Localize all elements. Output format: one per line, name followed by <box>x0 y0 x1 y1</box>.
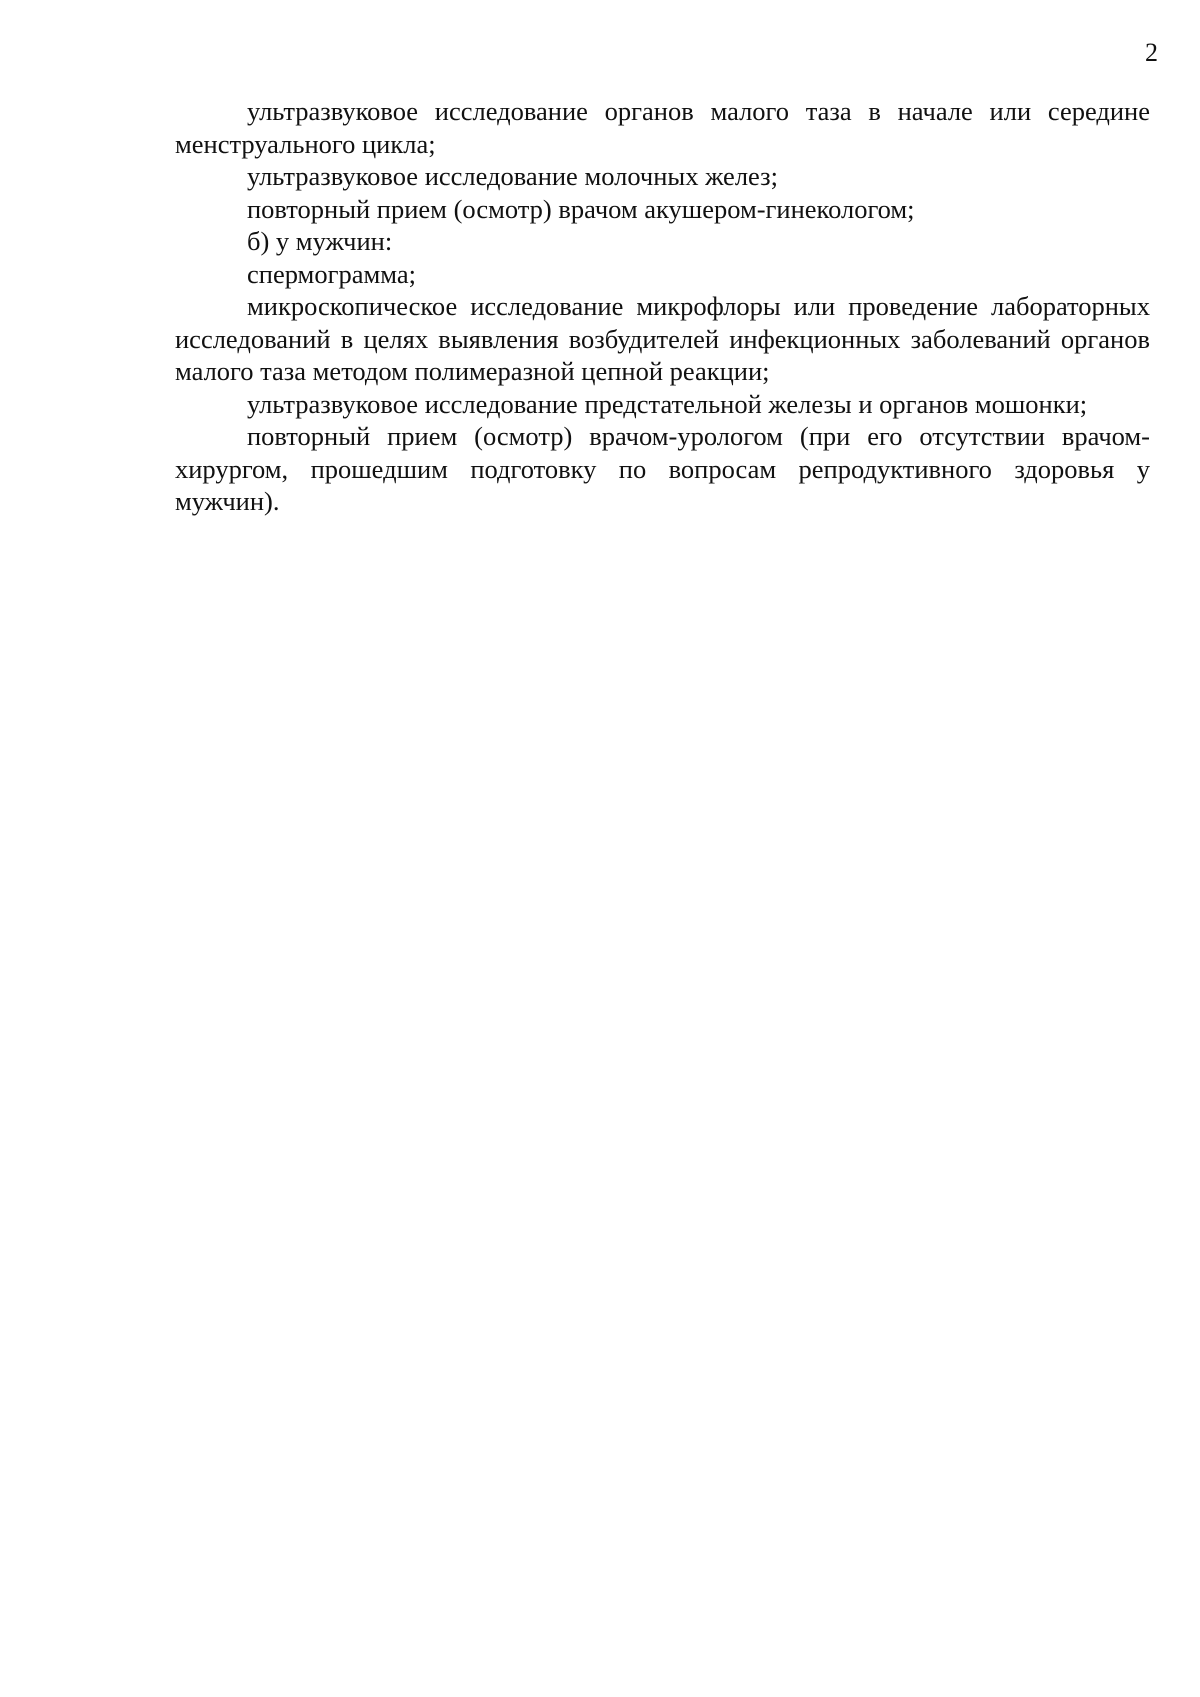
paragraph-pelvic-ultrasound: ультразвуковое исследование органов малого таза в начале или середине менструального цикла; <box>175 96 1150 159</box>
paragraph-prostate-ultrasound: ультразвуковое исследование предстательной железы и органов мошонки; <box>247 388 1088 419</box>
page-number: 2 <box>1145 38 1158 67</box>
paragraph-breast-ultrasound: ультразвуковое исследование молочных желез; <box>247 161 778 191</box>
paragraph-gynecologist-visit: повторный прием (осмотр) врачом акушером-гинекологом; <box>247 193 915 224</box>
paragraph-microscopy-pcr: микроскопическое исследование микрофлоры или проведение лабораторных исследований в целях выявления возбудителей инфекционных заболеваний органов малого таза методом полимеразной цепной реакции; <box>175 291 1150 386</box>
paragraph-urologist-visit: повторный прием (осмотр) врачом-урологом (при его отсутствии врачом-хирургом, прошедшим подготовку по вопросам репродуктивного здоровья у мужчин). <box>175 421 1150 516</box>
document-body <box>175 95 1150 518</box>
paragraph-spermogram: спермограмма; <box>247 258 416 289</box>
paragraph-men-heading: б) у мужчин: <box>247 226 393 256</box>
